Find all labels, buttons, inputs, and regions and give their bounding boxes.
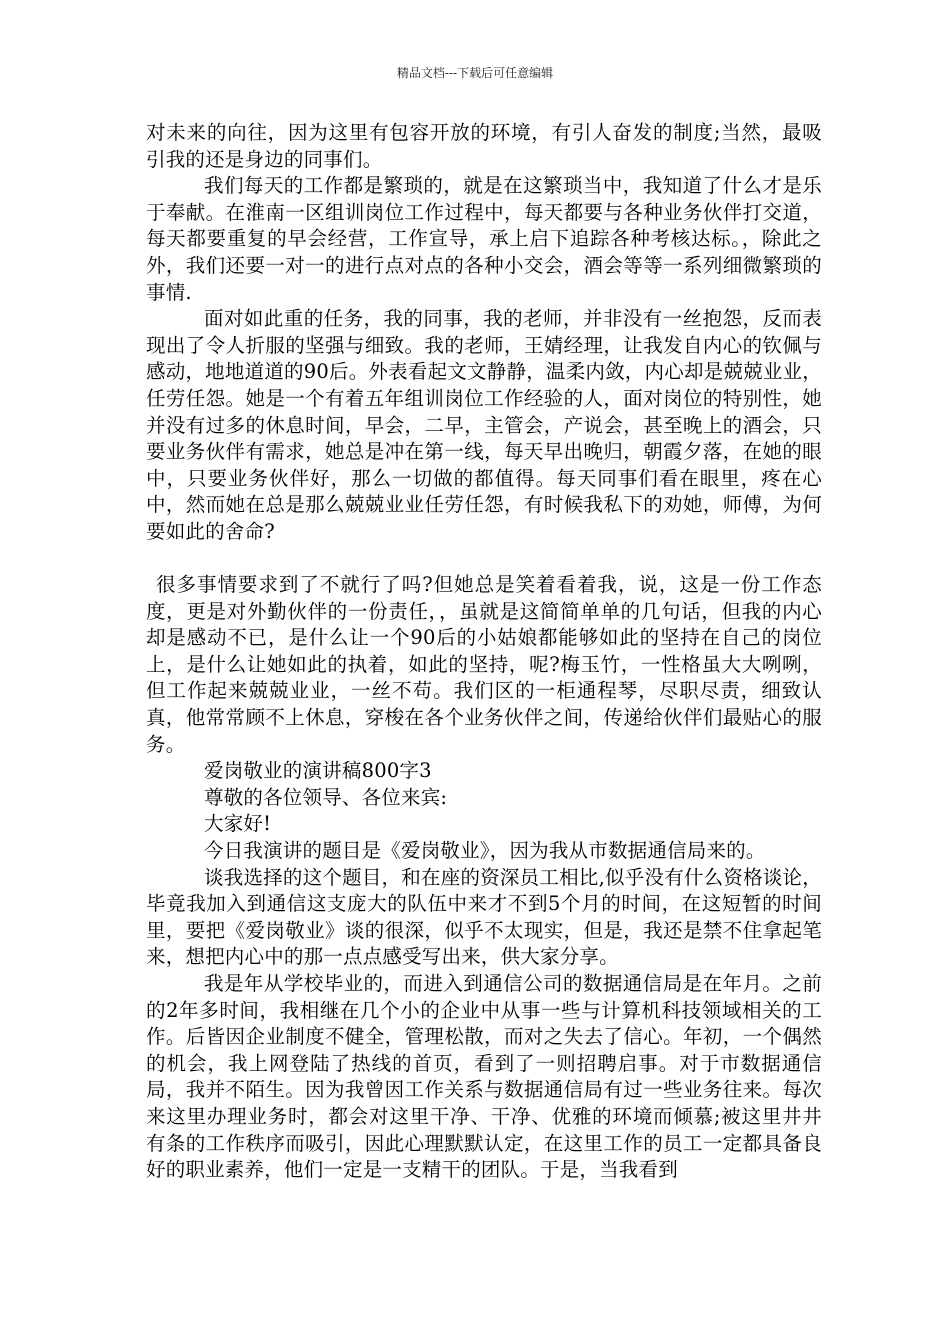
greeting: 大家好! bbox=[204, 812, 272, 836]
paragraph: 谈我选择的这个题目，和在座的资深员工相比,似乎没有什么资格谈论，毕竟我加入到通信这支庞大的队伍中来才不到5个月的时间，在这短暂的时间里，要把《爱岗敬业》谈的很深，似乎不太现实，但是，我还是禁不住拿起笔来，想把内心中的那一点点感受写出来，供大家分享。 bbox=[146, 865, 822, 969]
paragraph: 今日我演讲的题目是《爱岗敬业》，因为我从市数据通信局来的。 bbox=[204, 839, 766, 863]
document-body bbox=[146, 120, 822, 1184]
speech-title: 爱岗敬业的演讲稿800字3 bbox=[204, 759, 432, 783]
salutation: 尊敬的各位领导、各位来宾: bbox=[204, 785, 448, 809]
page-header: 精品文档---下载后可任意编辑 bbox=[396, 66, 554, 80]
blank-line bbox=[146, 546, 822, 573]
paragraph: 我们每天的工作都是繁琐的，就是在这繁琐当中，我知道了什么才是乐于奉献。在淮南一区组训岗位工作过程中，每天都要与各种业务伙伴打交道，每天都要重复的早会经营，工作宣导，承上启下追踪各种考核达标。，除此之外，我们还要一对一的进行点对点的各种小交会，酒会等等一系列细微繁琐的事情. bbox=[146, 174, 822, 304]
paragraph: 面对如此重的任务，我的同事，我的老师，并非没有一丝抱怨，反而表现出了令人折服的坚强与细致。我的老师，王婧经理，让我发自内心的钦佩与感动，地地道道的90后。外表看起文文静静，温柔内敛，内心却是兢兢业业，任劳任怨。她是一个有着五年组训岗位工作经验的人，面对岗位的特别性，她并没有过多的休息时间，早会，二早，主管会，产说会，甚至晚上的酒会，只要业务伙伴有需求，她总是冲在第一线，每天早出晚归，朝霞夕落，在她的眼中，只要业务伙伴好，那么一切做的都值得。每天同事们看在眼里，疼在心中，然而她在总是那么兢兢业业任劳任怨，有时候我私下的劝她，师傅，为何要如此的舍命? bbox=[146, 307, 822, 543]
paragraph: 很多事情要求到了不就行了吗?但她总是笑着看着我，说，这是一份工作态度，更是对外勤伙伴的一份责任，，虽就是这简简单单的几句话，但我的内心却是感动不已，是什么让一个90后的小姑娘都能够如此的坚持在自己的岗位上，是什么让她如此的执着，如此的坚持，呢?梅玉竹，一性格虽大大咧咧，但工作起来兢兢业业，一丝不苟。我们区的一柜通程琴，尽职尽责，细致认真，他常常顾不上休息，穿梭在各个业务伙伴之间，传递给伙伴们最贴心的服务。 bbox=[146, 573, 822, 756]
paragraph: 对未来的向往，因为这里有包容开放的环境，有引人奋发的制度;当然，最吸引我的还是身边的同事们。 bbox=[146, 121, 822, 171]
paragraph: 我是年从学校毕业的，而进入到通信公司的数据通信局是在年月。之前的2年多时间，我相继在几个小的企业中从事一些与计算机科技领域相关的工作。后皆因企业制度不健全，管理松散，而对之失去了信心。年初，一个偶然的机会，我上网登陆了热线的首页，看到了一则招聘启事。对于市数据通信局，我并不陌生。因为我曾因工作关系与数据通信局有过一些业务往来。每次来这里办理业务时，都会对这里干净、干净、优雅的环境而倾慕;被这里井井有条的工作秩序而吸引，因此心理默默认定，在这里工作的员工一定都具备良好的职业素养，他们一定是一支精干的团队。于是，当我看到 bbox=[146, 972, 822, 1182]
